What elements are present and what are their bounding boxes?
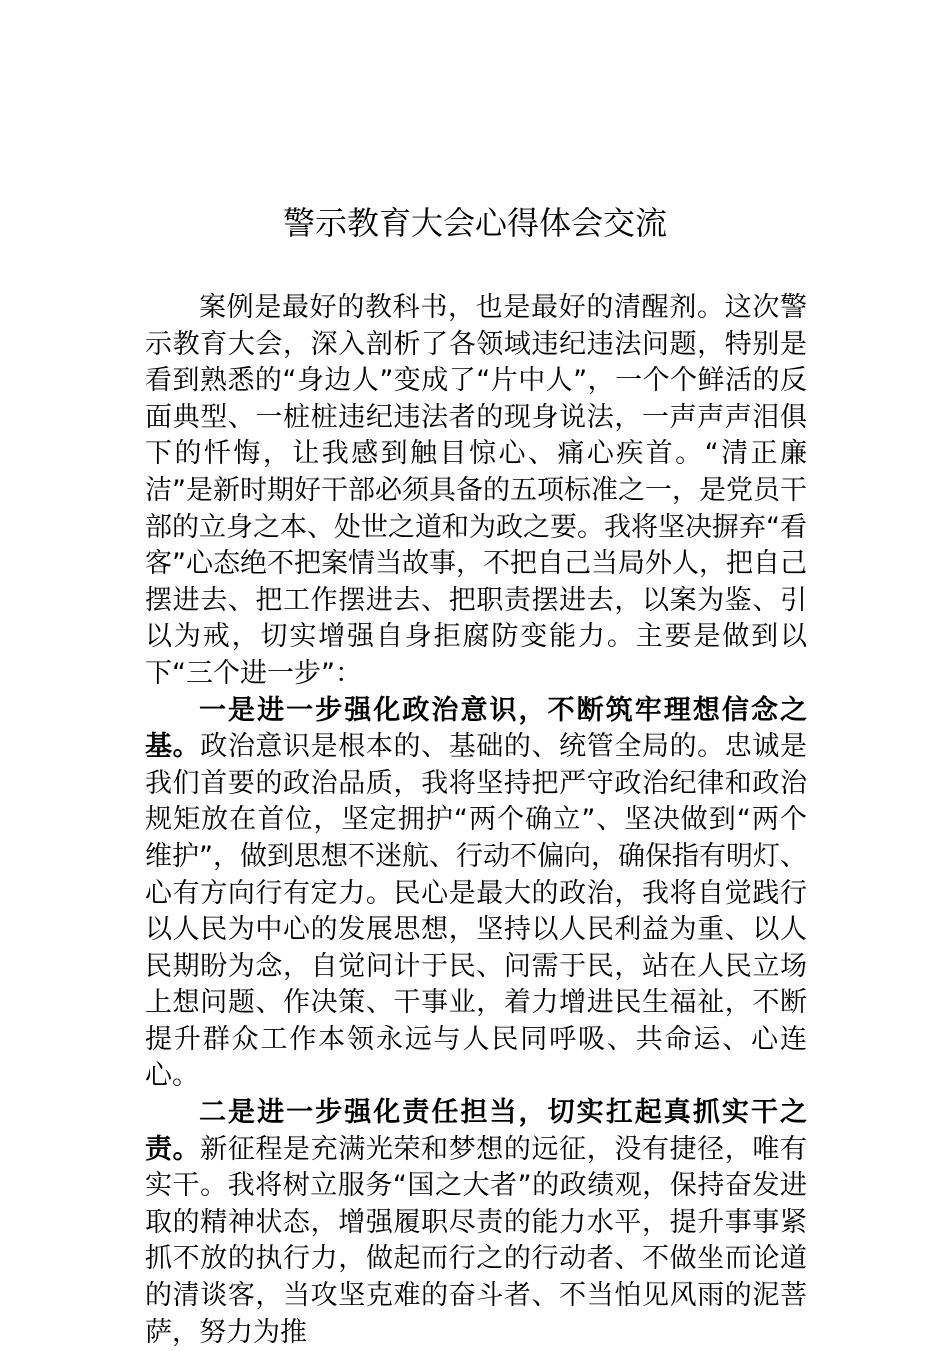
paragraph-text: 案例是最好的教科书，也是最好的清醒剂。这次警示教育大会，深入剖析了各领域违纪违法问题，特别是看到熟悉的“身边人”变成了“片中人”，一个个鲜活的反面典型、一桩桩违纪违法者的现身说法，一声声声泪俱下的忏悔，让我感到触目惊心、痛心疾首。“清正廉洁”是新时期好干部必须具备的五项标准之一，是党员干部的立身之本、处世之道和为政之要。我将坚决摒弃“看客”心态绝不把案情当故事，不把自己当局外人，把自己摆进去、把工作摆进去、把职责摆进去，以案为鉴、引以为戒，切实增强自身拒腐防变能力。主要是做到以下“三个进一步”： xyxy=(145,292,807,689)
paragraph-text: 新征程是充满光荣和梦想的远征，没有捷径，唯有实干。我将树立服务“国之大者”的政绩观，保持奋发进取的精神状态，增强履职尽责的能力水平，提升事事紧抓不放的执行力，做起而行之的行动者、不做坐而论道的清谈客，当攻坚克难的奋斗者、不当怕见风雨的泥菩萨，努力为推 xyxy=(145,1133,808,1348)
paragraph-intro xyxy=(145,290,807,693)
paragraph-text: 政治意识是根本的、基础的、统管全局的。忠诚是我们首要的政治品质，我将坚持把严守政治纪律和政治规矩放在首位，坚定拥护“两个确立”、坚决做到“两个维护”，做到思想不迷航、行动不偏向，确保指有明灯、心有方向行有定力。民心是最大的政治，我将自觉践行以人民为中心的发展思想，坚持以人民利益为重、以人民期盼为念，自觉问计于民、问需于民，站在人民立场上想问题、作决策、干事业，着力增进民生福祉，不断提升群众工作本领永远与人民同呼吸、共命运、心连心。 xyxy=(145,731,808,1092)
paragraph-lead: 二是进一步强化责任担当，切实扛起真抓实干之责。 xyxy=(145,1097,807,1165)
document-body xyxy=(145,290,807,1351)
paragraph-point-one xyxy=(145,693,807,1096)
document-title: 警示教育大会心得体会交流 xyxy=(282,204,667,242)
paragraph-point-two xyxy=(145,1095,807,1351)
paragraph-lead: 一是进一步强化政治意识，不断筑牢理想信念之基。 xyxy=(145,694,807,763)
